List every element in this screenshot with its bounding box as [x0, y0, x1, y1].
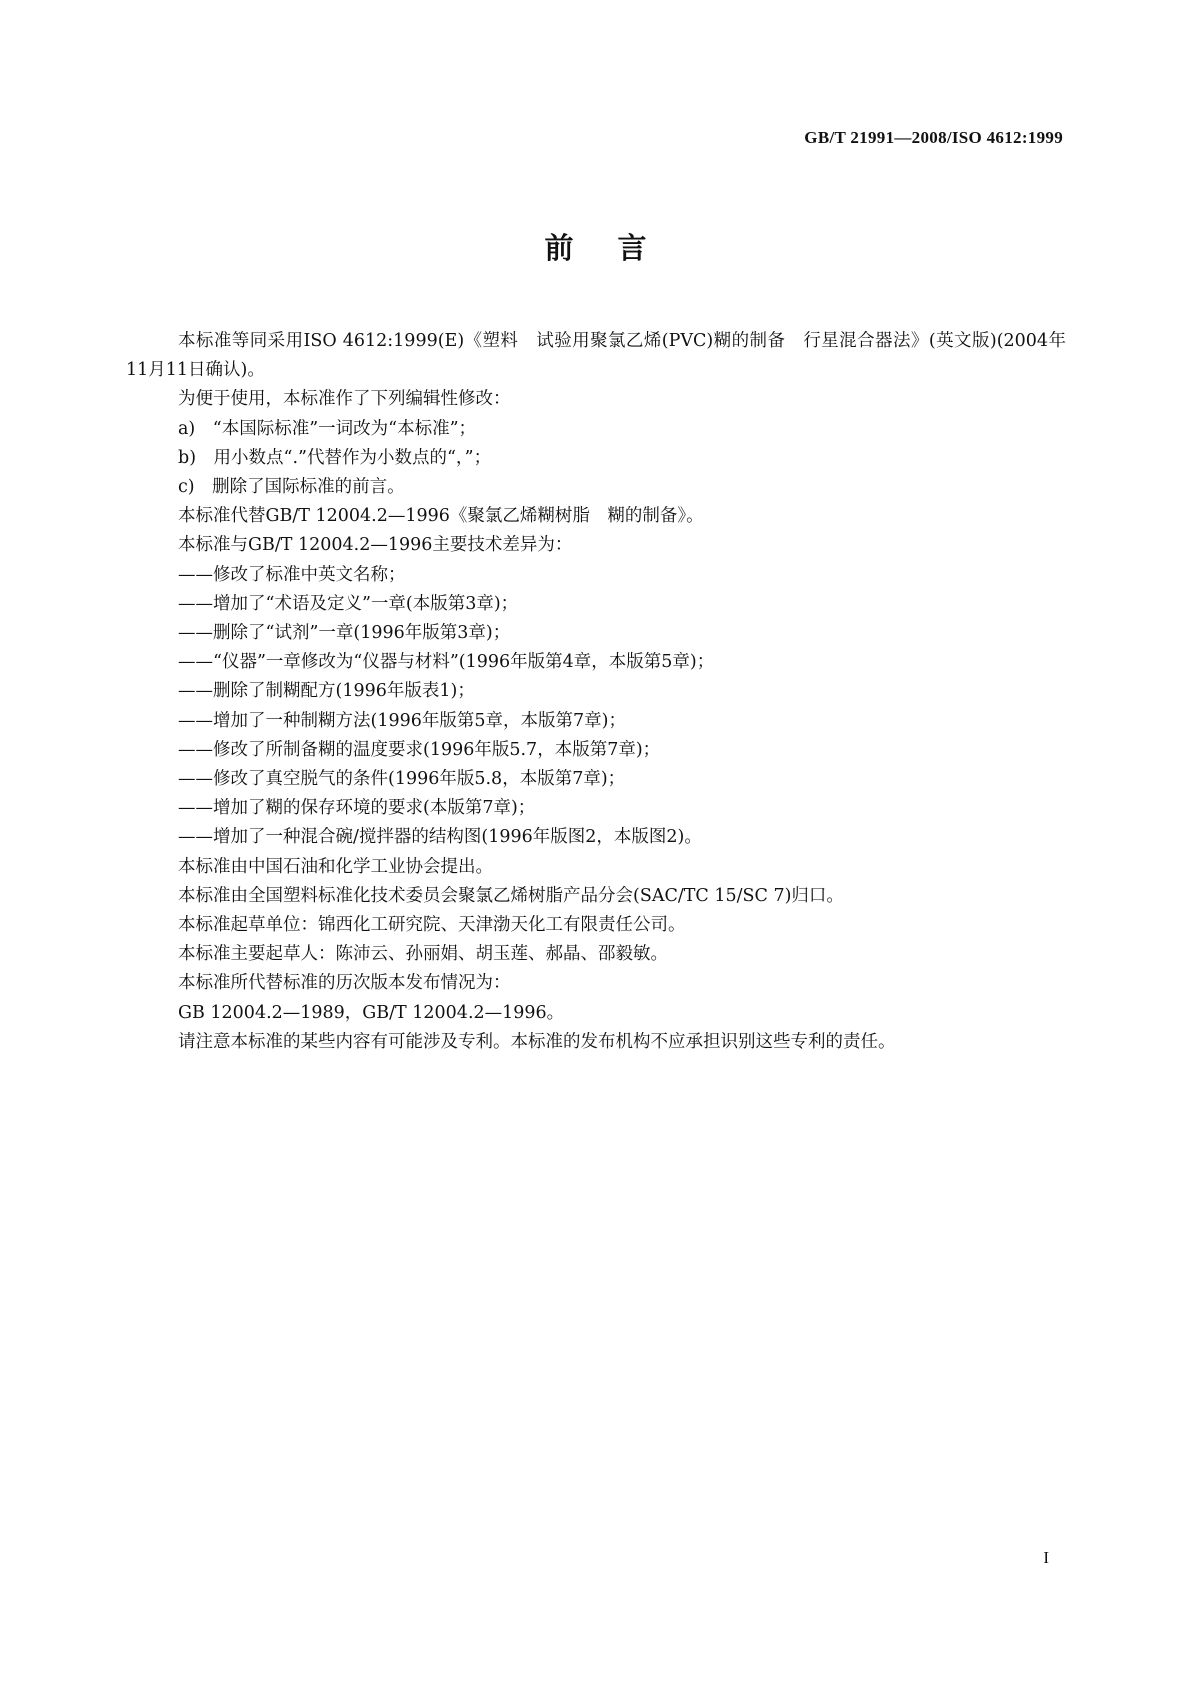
paragraph-differences-intro: 本标准与GB/T 12004.2—1996主要技术差异为：	[178, 535, 573, 556]
paragraph-proposed-by: 本标准由中国石油和化学工业协会提出。	[178, 856, 493, 877]
list-item-difference: ——删除了“试剂”一章(1996年版第3章)；	[178, 623, 511, 644]
list-item-editorial-c: c) 删除了国际标准的前言。	[178, 477, 405, 498]
list-item-difference: ——增加了糊的保存环境的要求(本版第7章)；	[178, 798, 536, 819]
page-title: 前言	[544, 231, 691, 265]
paragraph-drafters: 本标准主要起草人：陈沛云、孙丽娟、胡玉莲、郝晶、邵毅敏。	[178, 944, 668, 965]
list-item-editorial-a: a) “本国际标准”一词改为“本标准”；	[178, 418, 477, 439]
standard-code: GB/T 21991—2008/ISO 4612:1999	[804, 128, 1063, 147]
paragraph-editorial-intro: 为便于使用，本标准作了下列编辑性修改：	[178, 389, 511, 410]
page-number: I	[1043, 1548, 1049, 1567]
foreword-body	[126, 327, 1066, 1057]
list-item-difference: ——“仪器”一章修改为“仪器与材料”(1996年版第4章，本版第5章)；	[178, 652, 715, 673]
paragraph-history-intro: 本标准所代替标准的历次版本发布情况为：	[178, 973, 511, 994]
list-item-difference: ——增加了“术语及定义”一章(本版第3章)；	[178, 593, 519, 614]
list-item-difference: ——修改了标准中英文名称；	[178, 564, 406, 585]
paragraph-drafting-units: 本标准起草单位：锦西化工研究院、天津渤天化工有限责任公司。	[178, 915, 686, 936]
list-item-editorial-b: b) 用小数点“.”代替作为小数点的“，”；	[178, 447, 492, 468]
paragraph-patent-notice: 请注意本标准的某些内容有可能涉及专利。本标准的发布机构不应承担识别这些专利的责任。	[178, 1031, 896, 1052]
paragraph-history-versions: GB 12004.2—1989，GB/T 12004.2—1996。	[178, 1002, 565, 1023]
list-item-difference: ——修改了真空脱气的条件(1996年版5.8，本版第7章)；	[178, 769, 626, 790]
list-item-difference: ——删除了制糊配方(1996年版表1)；	[178, 681, 475, 702]
paragraph-centralized-by: 本标准由全国塑料标准化技术委员会聚氯乙烯树脂产品分会(SAC/TC 15/SC 7)归口。	[178, 885, 844, 906]
paragraph-adoption: 本标准等同采用ISO 4612:1999(E)《塑料 试验用聚氯乙烯(PVC)糊的制备 行星混合器法》(英文版)(2004年11月11日确认)。	[126, 331, 1066, 381]
paragraph-replaces: 本标准代替GB/T 12004.2—1996《聚氯乙烯糊树脂 糊的制备》。	[178, 506, 704, 527]
list-item-difference: ——增加了一种混合碗/搅拌器的结构图(1996年版图2，本版图2)。	[178, 827, 702, 848]
list-item-difference: ——修改了所制备糊的温度要求(1996年版5.7，本版第7章)；	[178, 739, 661, 760]
list-item-difference: ——增加了一种制糊方法(1996年版第5章，本版第7章)；	[178, 710, 626, 731]
